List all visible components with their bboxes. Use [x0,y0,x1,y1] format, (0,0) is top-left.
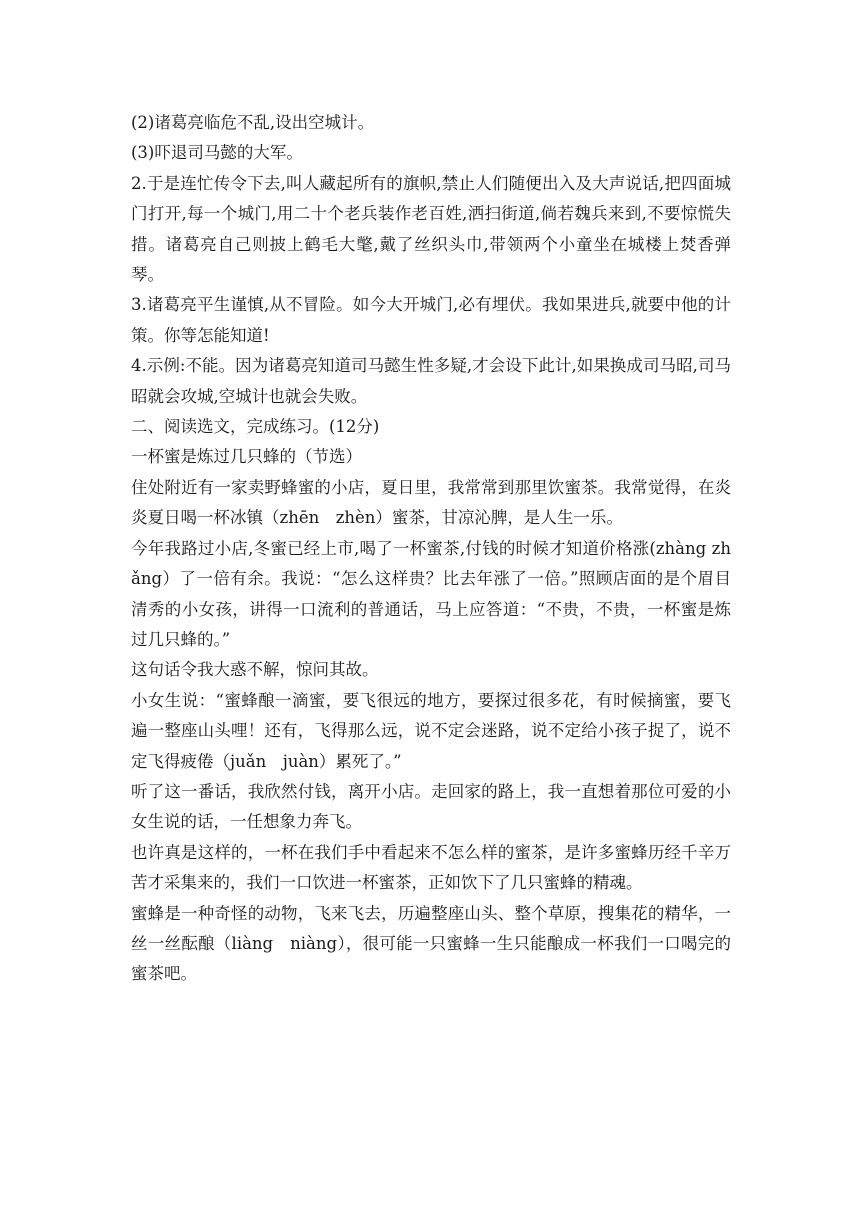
article-paragraph-1: 住处附近有一家卖野蜂蜜的小店，夏日里，我常常到那里饮蜜茶。我常觉得，在炎炎夏日喝一杯冰镇（zhēn zhèn）蜜茶，甘凉沁脾，是人生一乐。 [131,477,731,528]
answer-3-paragraph: 3.诸葛亮平生谨慎,从不冒险。如今大开城门,必有埋伏。我如果进兵,就要中他的计策。你等怎能知道! [131,295,731,345]
answer-line-3: (3)吓退司马懿的大军。 [131,143,303,163]
article-title: 一杯蜜是炼过几只蜂的（节选） [131,447,362,467]
answer-4-paragraph: 4.示例:不能。因为诸葛亮知道司马懿生性多疑,才会设下此计,如果换成司马昭,司马昭就会攻城,空城计也就会失败。 [131,356,731,406]
answer-2-paragraph: 2.于是连忙传令下去,叫人藏起所有的旗帜,禁止人们随便出入及大声说话,把四面城门打开,每一个城门,用二十个老兵装作老百姓,洒扫街道,倘若魏兵来到,不要惊慌失措。诸葛亮自己则披上鹤毛大氅,戴了丝织头巾,带领两个小童坐在城楼上焚香弹琴。 [131,173,731,285]
article-paragraph-4: 小女生说：“蜜蜂酿一滴蜜，要飞很远的地方，要探过很多花，有时候摘蜜，要飞遍一整座山头哩！还有，飞得那么远，说不定会迷路，说不定给小孩子捉了，说不定飞得疲倦（juǎn juàn）累死了。” [131,690,731,771]
article-paragraph-5: 听了这一番话，我欣然付钱，离开小店。走回家的路上，我一直想着那位可爱的小女生说的话，一任想象力奔飞。 [131,781,731,832]
article-paragraph-7: 蜜蜂是一种奇怪的动物，飞来飞去，历遍整座山头、整个草原，搜集花的精华，一丝一丝酝酿（liàng niàng），很可能一只蜜蜂一生只能酿成一杯我们一口喝完的蜜茶吧。 [131,903,731,984]
article-paragraph-2: 今年我路过小店,冬蜜已经上市,喝了一杯蜜茶,付钱的时候才知道价格涨(zhàng zhǎng）了一倍有余。我说：“怎么这样贵？比去年涨了一倍。”照顾店面的是个眉目清秀的小女孩，讲得一口流利的普通话，马上应答道：“不贵，不贵，一杯蜜是炼过几只蜂的。” [131,538,731,649]
document-body [131,108,731,990]
section-heading: 二、阅读选文，完成练习。(12分) [131,417,380,437]
article-paragraph-3: 这句话令我大惑不解，惊问其故。 [131,660,379,680]
answer-line-2: (2)诸葛亮临危不乱,设出空城计。 [131,113,375,132]
article-paragraph-6: 也许真是这样的，一杯在我们手中看起来不怎么样的蜜茶，是许多蜜蜂历经千辛万苦才采集来的，我们一口饮进一杯蜜茶，正如饮下了几只蜜蜂的精魂。 [131,842,731,893]
